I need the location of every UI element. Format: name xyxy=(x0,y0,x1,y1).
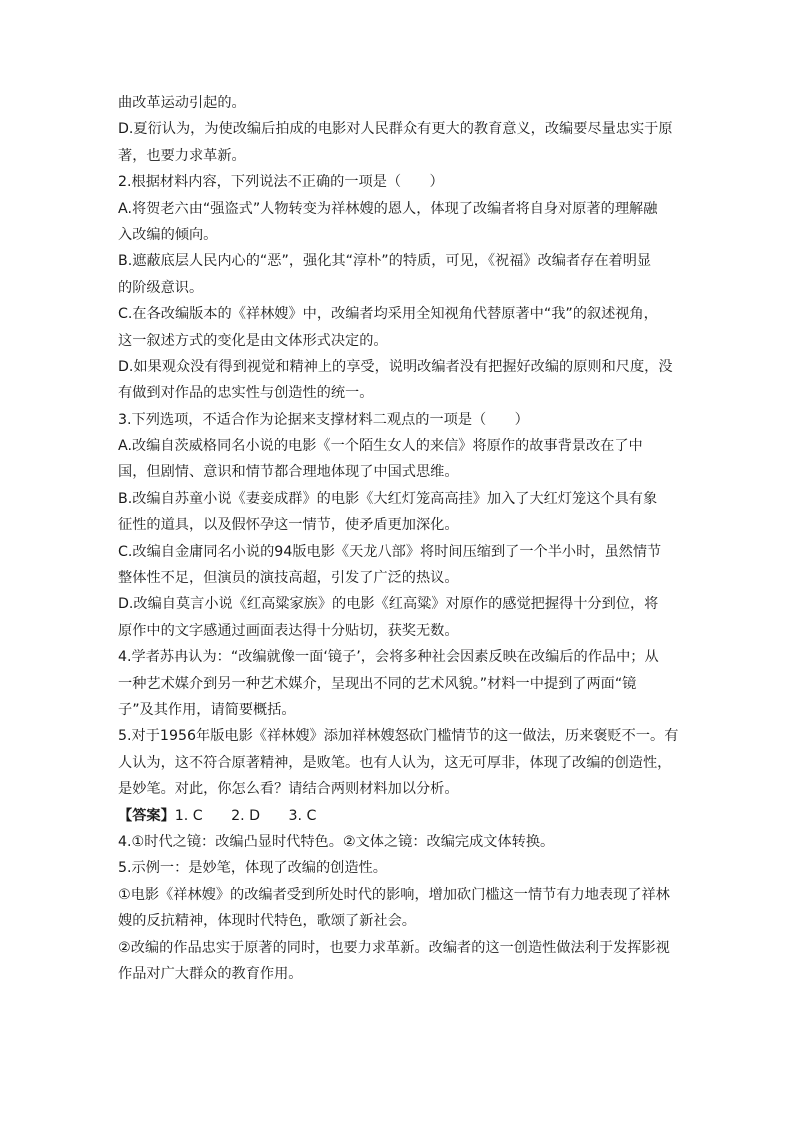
text-line: 作品对广大群众的教育作用。 xyxy=(118,965,303,982)
text-line: B.改编自苏童小说《妻妾成群》的电影《大红灯笼高高挂》加入了大红灯笼这个具有象 xyxy=(118,490,658,507)
answer-5-heading: 5.示例一：是妙笔，体现了改编的创造性。 xyxy=(118,860,387,877)
text-line: 子”及其作用，请简要概括。 xyxy=(118,701,296,718)
text-line: 是妙笔。对此，你怎么看？请结合两则材料加以分析。 xyxy=(118,781,459,798)
text-line: 曲改革运动引起的。 xyxy=(118,95,246,111)
text-line: C.在各改编版本的《祥林嫂》中，改编者均采用全知视角代替原著中“我”的叙述视角， xyxy=(118,306,658,323)
question-5-stem: 5.对于1956年版电影《祥林嫂》添加祥林嫂怒砍门槛情节的这一做法，历来褒贬不一。有 xyxy=(118,728,679,745)
answer-line xyxy=(118,803,684,829)
question-2-stem: 2.根据材料内容，下列说法不正确的一项是（ ） xyxy=(118,174,444,191)
text-line: A.改编自茨威格同名小说的电影《一个陌生女人的来信》将原作的故事背景改在了中 xyxy=(118,438,643,455)
answer-4: 4.①时代之镜：改编凸显时代特色。②文体之镜：改编完成文体转换。 xyxy=(118,833,555,850)
text-line: 著，也要力求革新。 xyxy=(118,147,246,164)
text-line: D.夏衍认为，为使改编后拍成的电影对人民群众有更大的教育意义，改编要尽量忠实于原 xyxy=(118,121,673,138)
text-line: ①电影《祥林嫂》的改编者受到所处时代的影响，增加砍门槛这一情节有力地表现了祥林 xyxy=(118,886,670,903)
text-line: 征性的道具，以及假怀孕这一情节，使矛盾更加深化。 xyxy=(118,517,459,534)
question-4-stem: 4.学者苏冉认为：“改编就像一面‘镜子’，会将多种社会因素反映在改编后的作品中；从 xyxy=(118,649,659,666)
text-line: 一种艺术媒介到另一种艺术媒介，呈现出不同的艺术风貌。”材料一中提到了两面“镜 xyxy=(118,675,637,692)
text-line: 有做到对作品的忠实性与创造性的统一。 xyxy=(118,385,374,402)
text-line: 入改编的倾向。 xyxy=(118,226,218,243)
answer-tag: 【答案】 xyxy=(118,807,175,824)
text-line: 嫂的反抗精神，体现时代特色，歌颂了新社会。 xyxy=(118,913,416,930)
text-line: A.将贺老六由“强盗式”人物转变为祥林嫂的恩人，体现了改编者将自身对原著的理解融 xyxy=(118,200,658,217)
text-line: 人认为，这不符合原著精神，是败笔。也有人认为，这无可厚非，体现了改编的创造性， xyxy=(118,754,672,771)
document-body xyxy=(118,90,684,987)
text-line: 整体性不足，但演员的演技高超，引发了广泛的热议。 xyxy=(118,570,459,587)
text-line: ②改编的作品忠实于原著的同时，也要力求革新。改编者的这一创造性做法利于发挥影视 xyxy=(118,939,670,956)
text-line: C.改编自金庸同名小说的94版电影《天龙八部》将时间压缩到了一个半小时，虽然情节 xyxy=(118,543,662,560)
text-line: 的阶级意识。 xyxy=(118,279,204,296)
text-line: B.遮蔽底层人民内心的“恶”，强化其“淳朴”的特质，可见，《祝福》改编者存在着明显 xyxy=(118,253,652,270)
text-line: D.改编自莫言小说《红高粱家族》的电影《红高粱》对原作的感觉把握得十分到位，将 xyxy=(118,596,659,613)
text-line: 这一叙述方式的变化是由文体形式决定的。 xyxy=(118,332,388,349)
text-line: D.如果观众没有得到视觉和精神上的享受，说明改编者没有把握好改编的原则和尺度，没 xyxy=(118,358,673,375)
text-line: 国，但剧情、意识和情节都合理地体现了中国式思维。 xyxy=(118,464,459,481)
question-3-stem: 3.下列选项，不适合作为论据来支撑材料二观点的一项是（ ） xyxy=(118,411,529,428)
text-line: 原作中的文字感通过画面表达得十分贴切，获奖无数。 xyxy=(118,622,459,639)
answer-choices: 1. C 2. D 3. C xyxy=(174,807,317,824)
